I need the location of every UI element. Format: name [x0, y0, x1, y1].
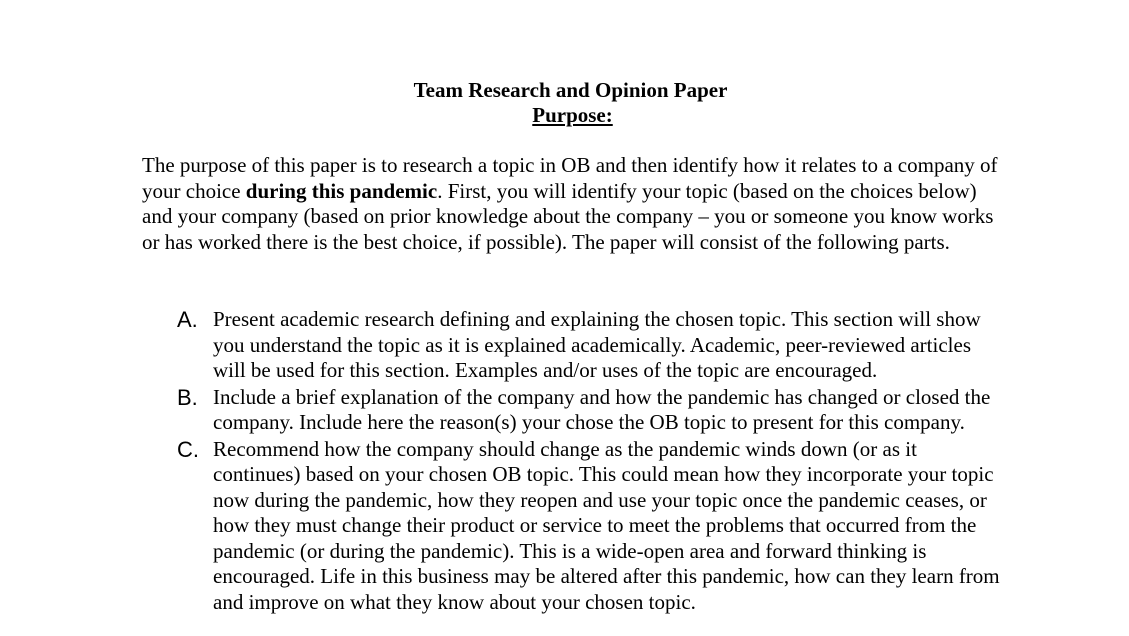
intro-paragraph: [142, 153, 1012, 255]
parts-list: [0, 307, 1129, 616]
list-item-text: Present academic research defining and explaining the chosen topic. This section will show you understand the topic as it is explained academically. Academic, peer-reviewed articles will be used for this section. Examples and/or uses of the topic are encouraged.: [213, 307, 981, 382]
list-item-text: Include a brief explanation of the company and how the pandemic has changed or closed the company. Include here the reason(s) your chose the OB topic to present for this company.: [213, 384, 991, 434]
list-marker: C.: [177, 436, 199, 462]
intro-bold-text: during this pandemic: [245, 178, 438, 203]
list-item-c: [0, 437, 1129, 616]
intro-text-part2: . First, you will identify your topic (based on the choices below) and your company (based on prior knowledge about the company – you or someone you know works or has worked there is the best choice, if possible). The paper will consist of the following parts.: [142, 178, 994, 254]
list-item-b: [0, 385, 1129, 436]
list-marker: B.: [177, 384, 198, 410]
section-heading-purpose: Purpose:: [532, 103, 613, 127]
list-marker: A.: [177, 307, 198, 332]
intro-text-part1: The purpose of this paper is to research a topic in OB and then identify how it relates to a company of your choice: [142, 153, 998, 203]
list-item-a: [0, 307, 1129, 384]
document-title: Team Research and Opinion Paper: [413, 78, 728, 102]
list-item-text: Recommend how the company should change as the pandemic winds down (or as it continues) based on your chosen OB topic. This could mean how they incorporate your topic now during the pandemic, how they reopen and use your topic once the pandemic ceases, or how they must change their product or service to meet the problems that occurred from the pandemic (or during the pandemic). This is a wide-open area and forward thinking is encouraged. Life in this business may be altered after this pandemic, how can they learn from and improve on what they know about your chosen topic.: [213, 436, 1000, 614]
